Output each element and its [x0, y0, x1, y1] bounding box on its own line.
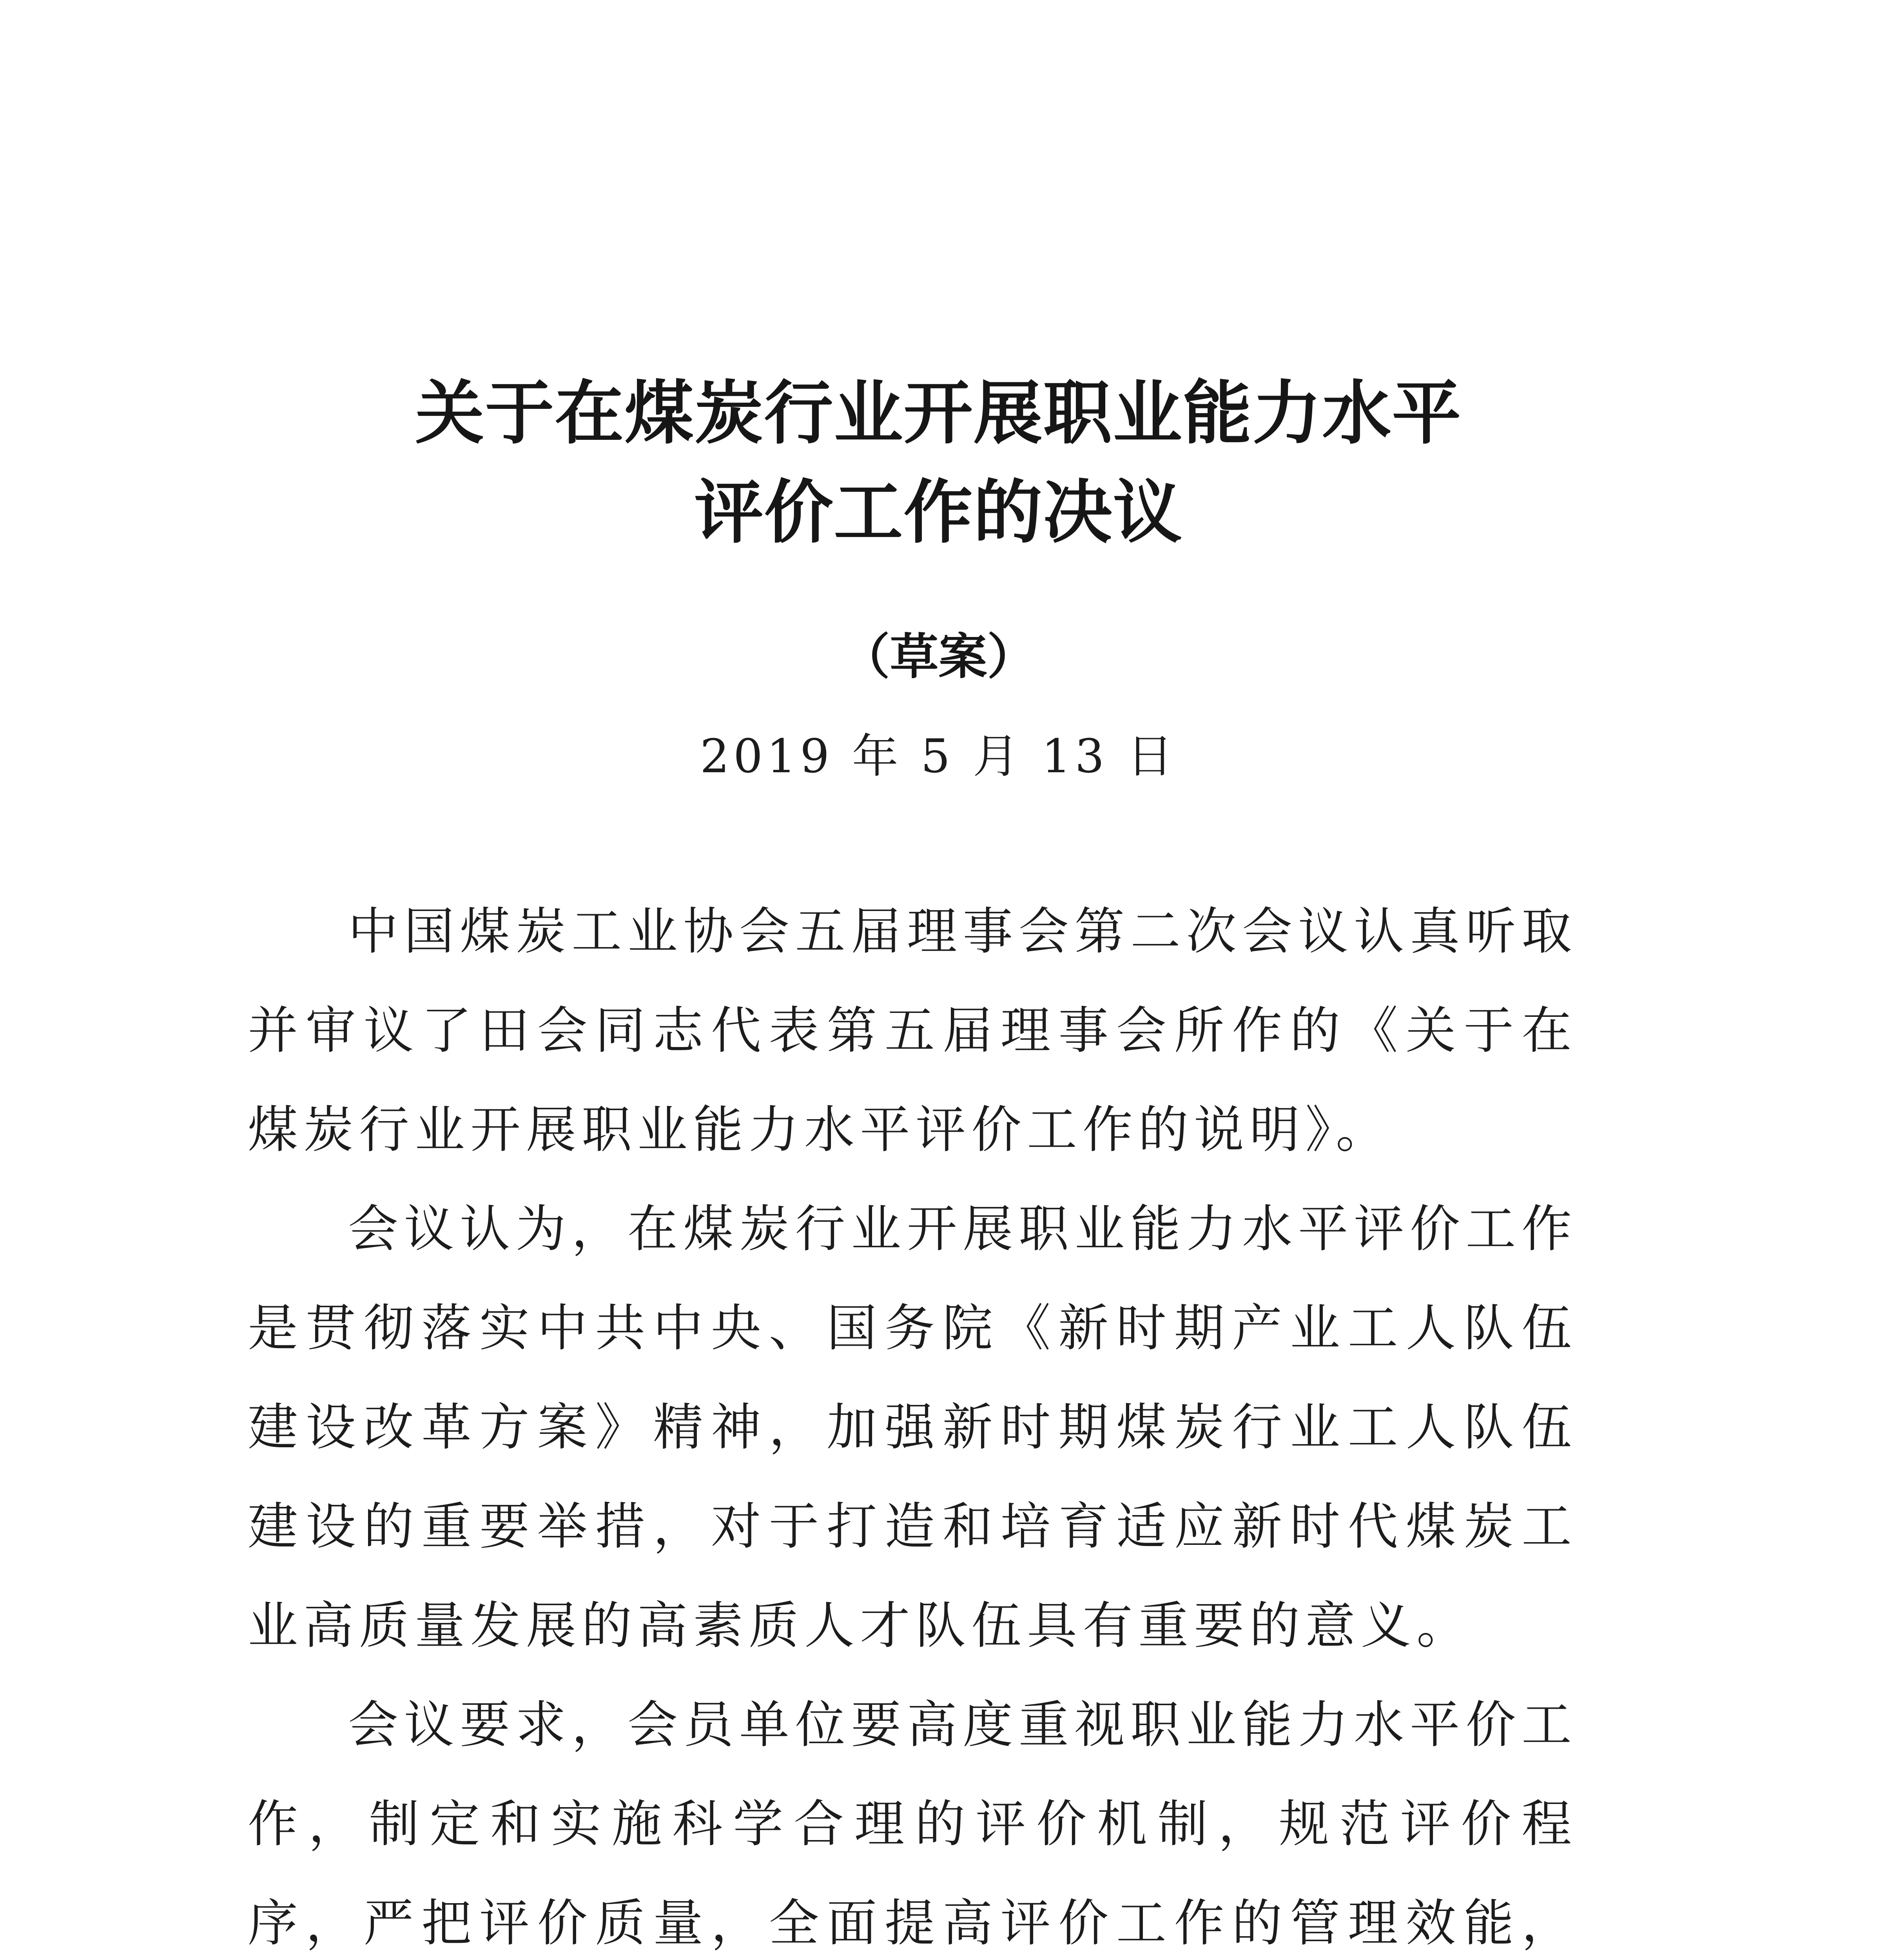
body-paragraph: 中国煤炭工业协会五届理事会第二次会议认真听取并审议了田会同志代表第五届理事会所作的《关于在煤炭行业开展职业能力水平评价工作的说明》。 [248, 902, 1577, 1159]
document-title-line-2: 评价工作的决议 [694, 472, 1183, 553]
body-paragraph: 会议认为，在煤炭行业开展职业能力水平评价工作是贯彻落实中共中央、国务院《新时期产业工人队伍建设改革方案》精神，加强新时期煤炭行业工人队伍建设的重要举措，对于打造和培育适应新时代煤炭工业高质量发展的高素质人才队伍具有重要的意义。 [248, 1200, 1577, 1655]
document-title-line-1: 关于在煤炭行业开展职业能力水平 [415, 372, 1462, 454]
document-subtitle: （草案） [841, 628, 1036, 685]
document-date: 2019 年 5 月 13 日 [700, 729, 1177, 783]
document-body [248, 882, 1577, 1960]
body-paragraph: 会议要求，会员单位要高度重视职业能力水平价工作，制定和实施科学合理的评价机制，规范评价程序，严把评价质量，全面提高评价工作的管理效能， [248, 1696, 1577, 1953]
